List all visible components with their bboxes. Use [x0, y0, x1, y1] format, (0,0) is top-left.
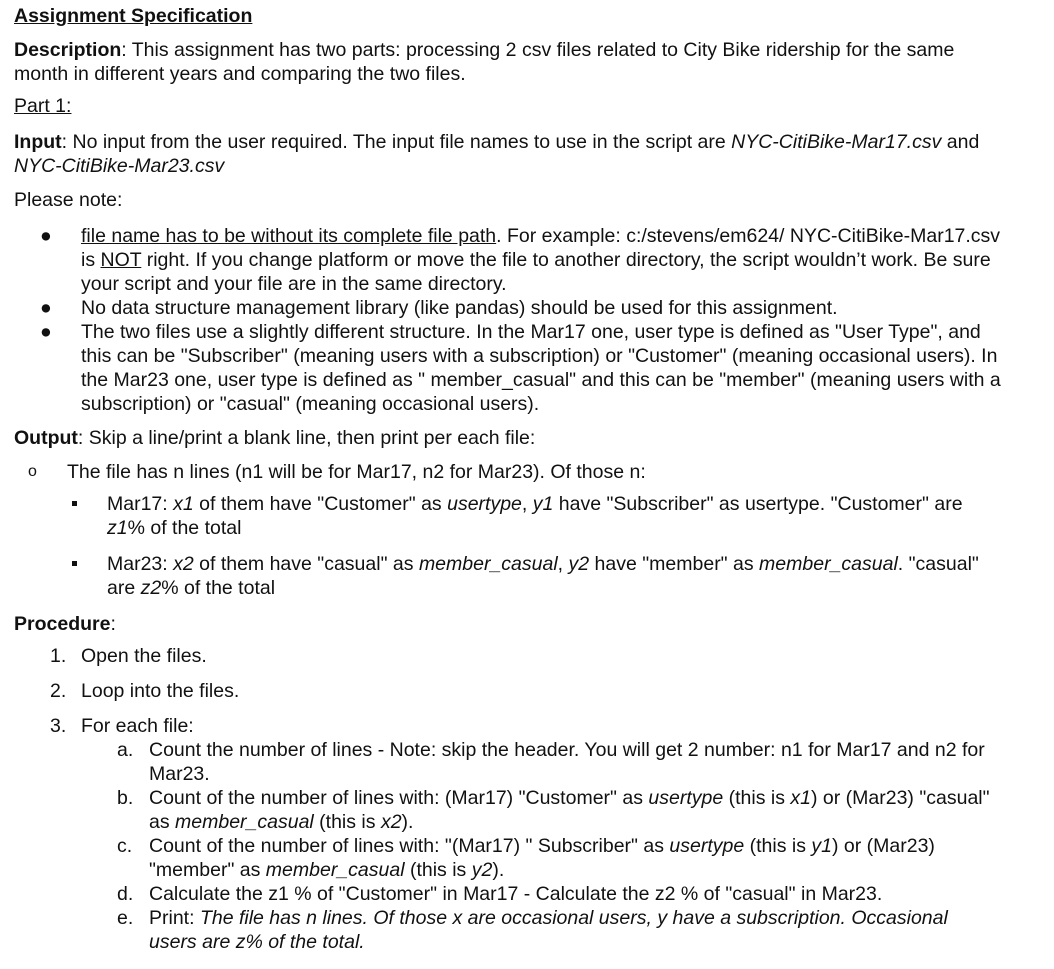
substep-c: c. Count of the number of lines with: "(Mar17) " Subscriber" as usertype (this is y1) or (Mar23) "member" as member_casual (this is y2). [117, 835, 935, 881]
file-name-mar17: NYC-CitiBike-Mar17.csv [731, 131, 942, 153]
notes-list [14, 224, 1034, 416]
substep-a: a. Count the number of lines - Note: skip the header. You will get 2 number: n1 for Mar17 and n2 for Mar23. [117, 739, 985, 785]
input-paragraph: Input: No input from the user required. The input file names to use in the script are NYC-CitiBike-Mar17.csv and NYC-CitiBike-Mar23.csv [14, 131, 980, 177]
please-note: Please note: [14, 189, 123, 211]
bullet-icon: ● [40, 297, 52, 319]
square-bullet-icon [72, 561, 77, 566]
part-1-heading: Part 1: [14, 95, 72, 117]
list-item: ● The two files use a slightly different structure. In the Mar17 one, user type is defined as "User Type", and this can be "Subscriber" (meaning users with a subscription) or "Customer" (meaning occasional users). In the Mar23 one, user type is defined as " member_casual" and this can be "member" (meaning users with a subscription) or "casual" (meaning occasional users). [40, 321, 1001, 415]
output-mar17-item: Mar17: x1 of them have "Customer" as usertype, y1 have "Subscriber" as usertype. "Customer" are z1% of the total [14, 492, 987, 540]
circle-bullet-icon: o [28, 463, 37, 480]
bullet-icon: ● [40, 321, 52, 343]
input-label: Input [14, 131, 62, 153]
file-name-mar23: NYC-CitiBike-Mar23.csv [14, 155, 225, 177]
output-circle-item: o The file has n lines (n1 will be for Mar17, n2 for Mar23). Of those n: [28, 461, 646, 483]
bullet-icon: ● [40, 225, 52, 247]
output-label: Output [14, 427, 78, 449]
procedure-step-3: 3. For each file: [50, 715, 194, 737]
procedure-step-2: 2. Loop into the files. [50, 680, 240, 702]
output-paragraph: Output: Skip a line/print a blank line, then print per each file: [14, 427, 536, 449]
page-title: Assignment Specification [14, 5, 253, 27]
output-mar23-item: Mar23: x2 of them have "casual" as member_casual, y2 have "member" as member_casual. "casual" are z2% of the total [14, 552, 987, 600]
description-label: Description [14, 39, 122, 61]
list-item: ● file name has to be without its complete file path. For example: c:/stevens/em624/ NYC-CitiBike-Mar17.csv is NOT right. If you change platform or move the file to another directory, the script wouldn’t work. Be sure your script and your file are in the same directory. [40, 225, 1001, 295]
substep-b: b. Count of the number of lines with: (Mar17) "Customer" as usertype (this is x1) or (Mar23) "casual" as member_casual (this is x2). [117, 787, 990, 833]
description-paragraph: Description: This assignment has two parts: processing 2 csv files related to City Bike ridership for the same month in different years and comparing the two files. [14, 39, 955, 85]
procedure-step-1: 1. Open the files. [50, 645, 207, 667]
list-item: ● No data structure management library (like pandas) should be used for this assignment. [40, 297, 838, 319]
substep-e: e. Print: The file has n lines. Of those x are occasional users, y have a subscription. Occasional users are z% of the total. [117, 907, 948, 953]
square-bullet-icon [72, 501, 77, 506]
procedure-heading: Procedure: [14, 613, 116, 635]
substep-d: d. Calculate the z1 % of "Customer" in Mar17 - Calculate the z2 % of "casual" in Mar23. [117, 883, 883, 905]
